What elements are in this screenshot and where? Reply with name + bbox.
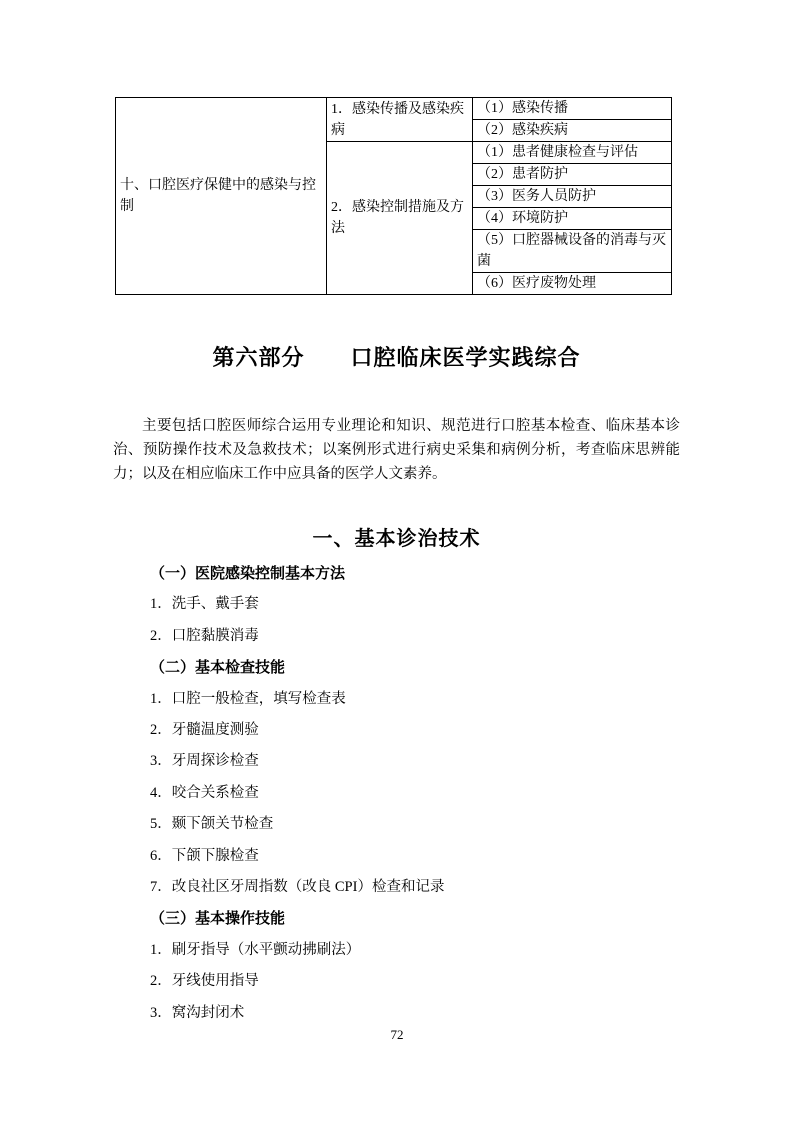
section-title: 一、基本诊治技术 (312, 528, 481, 550)
table-cell-item: （2）感染疾病 (473, 120, 672, 142)
table-cell-group-1: 1．感染传播及感染疾病 (327, 98, 473, 142)
list-item: 3．窝沟封闭术 (150, 1004, 245, 1021)
table-cell-item: （1）患者健康检查与评估 (473, 142, 672, 164)
list-item: 5．颞下颌关节检查 (150, 816, 274, 833)
table-cell-item: （2）患者防护 (473, 164, 672, 186)
table-cell-item: （4）环境防护 (473, 208, 672, 230)
list-item: 1．口腔一般检查，填写检查表 (150, 690, 346, 707)
list-item: 4．咬合关系检查 (150, 784, 259, 801)
infection-control-outline-table (115, 97, 672, 295)
table-cell-item: （6）医疗废物处理 (473, 273, 672, 295)
subsection-heading-3: （三）基本操作技能 (150, 910, 286, 928)
list-item: 3．牙周探诊检查 (150, 753, 259, 770)
list-item: 7．改良社区牙周指数（改良 CPI）检查和记录 (150, 879, 445, 896)
table-cell-group-2: 2．感染控制措施及方法 (327, 142, 473, 295)
table-cell-item: （1）感染传播 (473, 98, 672, 120)
list-item: 2．牙线使用指导 (150, 973, 259, 990)
table-cell-item: （5）口腔器械设备的消毒与灭菌 (473, 230, 672, 273)
table-cell-topic: 十、口腔医疗保健中的感染与控制 (116, 98, 327, 295)
list-item: 2．牙髓温度测验 (150, 722, 259, 739)
table-cell-item: （3）医务人员防护 (473, 186, 672, 208)
page-number: 72 (390, 1027, 404, 1042)
content-list (113, 558, 680, 1029)
list-item: 1．刷牙指导（水平颤动拂刷法） (150, 941, 361, 958)
subsection-heading-2: （二）基本检查技能 (150, 659, 286, 677)
intro-paragraph: 主要包括口腔医师综合运用专业理论和知识、规范进行口腔基本检查、临床基本诊治、预防操作技术及急救技术；以案例形式进行病史采集和病例分析，考查临床思辨能力；以及在相应临床工作中应具备的医学人文素养。 (113, 418, 680, 482)
subsection-heading-1: （一）医院感染控制基本方法 (150, 565, 346, 582)
list-item: 6．下颌下腺检查 (150, 847, 259, 864)
part-title: 第六部分 口腔临床医学实践综合 (212, 345, 581, 370)
list-item: 2．口腔黏膜消毒 (150, 627, 259, 644)
list-item: 1．洗手、戴手套 (150, 596, 259, 613)
